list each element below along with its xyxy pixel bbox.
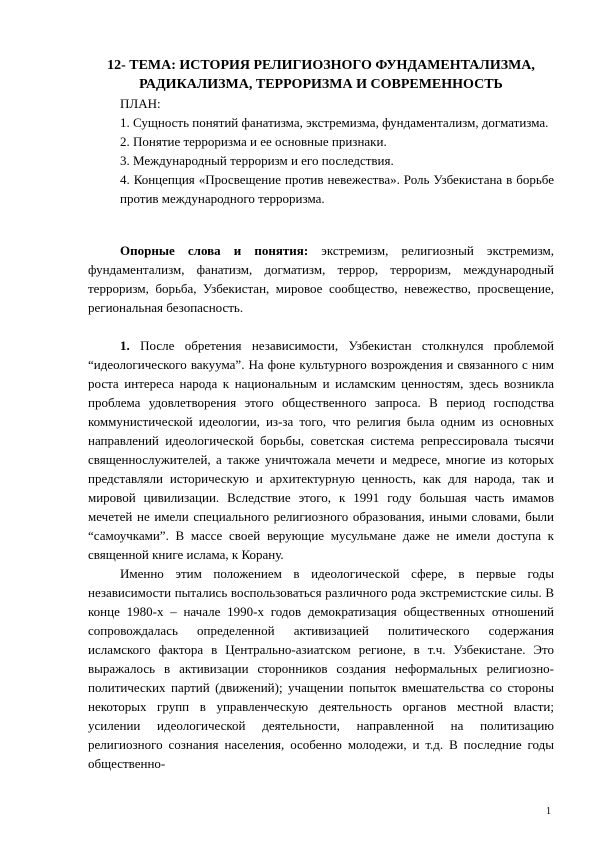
section-1-number: 1. [120,338,130,353]
keywords-text: экстремизм, религиозный экстремизм, фундаментализм, фанатизм, догматизм, террор, терроризм, международный терроризм, борьба, Узбекистан, мировое сообщество, невежество, просвещение, региональная безопасность. [88,243,554,315]
section-1-text: После обретения независимости, Узбекистан столкнулся проблемой “идеологического вакуума”. На фоне культурного возрождения и связанного с ним роста интереса народа к национальным и исламским ценностям, здесь возникла проблема удовлетворения этого общественного запроса. В период господства коммунистической идеологии, из-за того, что религия была одним из основных направлений идеологической борьбы, советская система репрессировала тысячи священнослужителей, а также уничтожала мечети и медресе, многие из которых представляли историческую и архитектурную ценность, как для народа, так и мировой цивилизации. Вследствие этого, к 1991 году большая часть имамов мечетей не имели специального религиозного образования, иными словами, были “самоучками”. В массе своей верующие мусульмане даже не имели доступа к священной книге ислама, к Корану. [88,338,554,562]
title-line-2: РАДИКАЛИЗМА, ТЕРРОРИЗМА И СОВРЕМЕННОСТЬ [139,77,503,92]
keywords-paragraph [88,241,554,317]
title-line-1: 12- ТЕМА: ИСТОРИЯ РЕЛИГИОЗНОГО ФУНДАМЕНТАЛИЗМА, [107,58,535,73]
plan-item-2: 2. Понятие терроризма и ее основные признаки. [120,134,387,149]
page-title [88,56,554,94]
document-body [88,241,554,773]
section-1-paragraph-1 [88,336,554,564]
plan-item-3: 3. Международный терроризм и его последствия. [120,153,394,168]
plan-item-1: 1. Сущность понятий фанатизма, экстремизма, фундаментализм, догматизма. [120,115,549,130]
page-number: 1 [546,806,551,817]
plan-heading: ПЛАН: [120,96,161,111]
section-1-paragraph-2: Именно этим положением в идеологической сфере, в первые годы независимости пытались воспользоваться различного рода экстремистские силы. В конце 1980-х – начале 1990-х годов демократизация общественных отношений сопровождалась определенной активизацией политического содержания исламского фактора в Центрально-азиатском регионе, в т.ч. Узбекистане. Это выражалось в активизации сторонников создания неформальных религиозно-политических партий (движений); учащении попыток вмешательства со стороны некоторых групп в управленческую деятельность органов местной власти; усилении идеологической деятельности, направленной на политизацию религиозного сознания населения, особенно молодежи, и т.д. В последние годы общественно- [88,566,554,771]
keywords-label: Опорные слова и понятия: [120,243,309,258]
plan-section [120,94,554,208]
plan-item-4: 4. Концепция «Просвещение против невежества». Роль Узбекистана в борьбе против международного терроризма. [120,172,554,206]
